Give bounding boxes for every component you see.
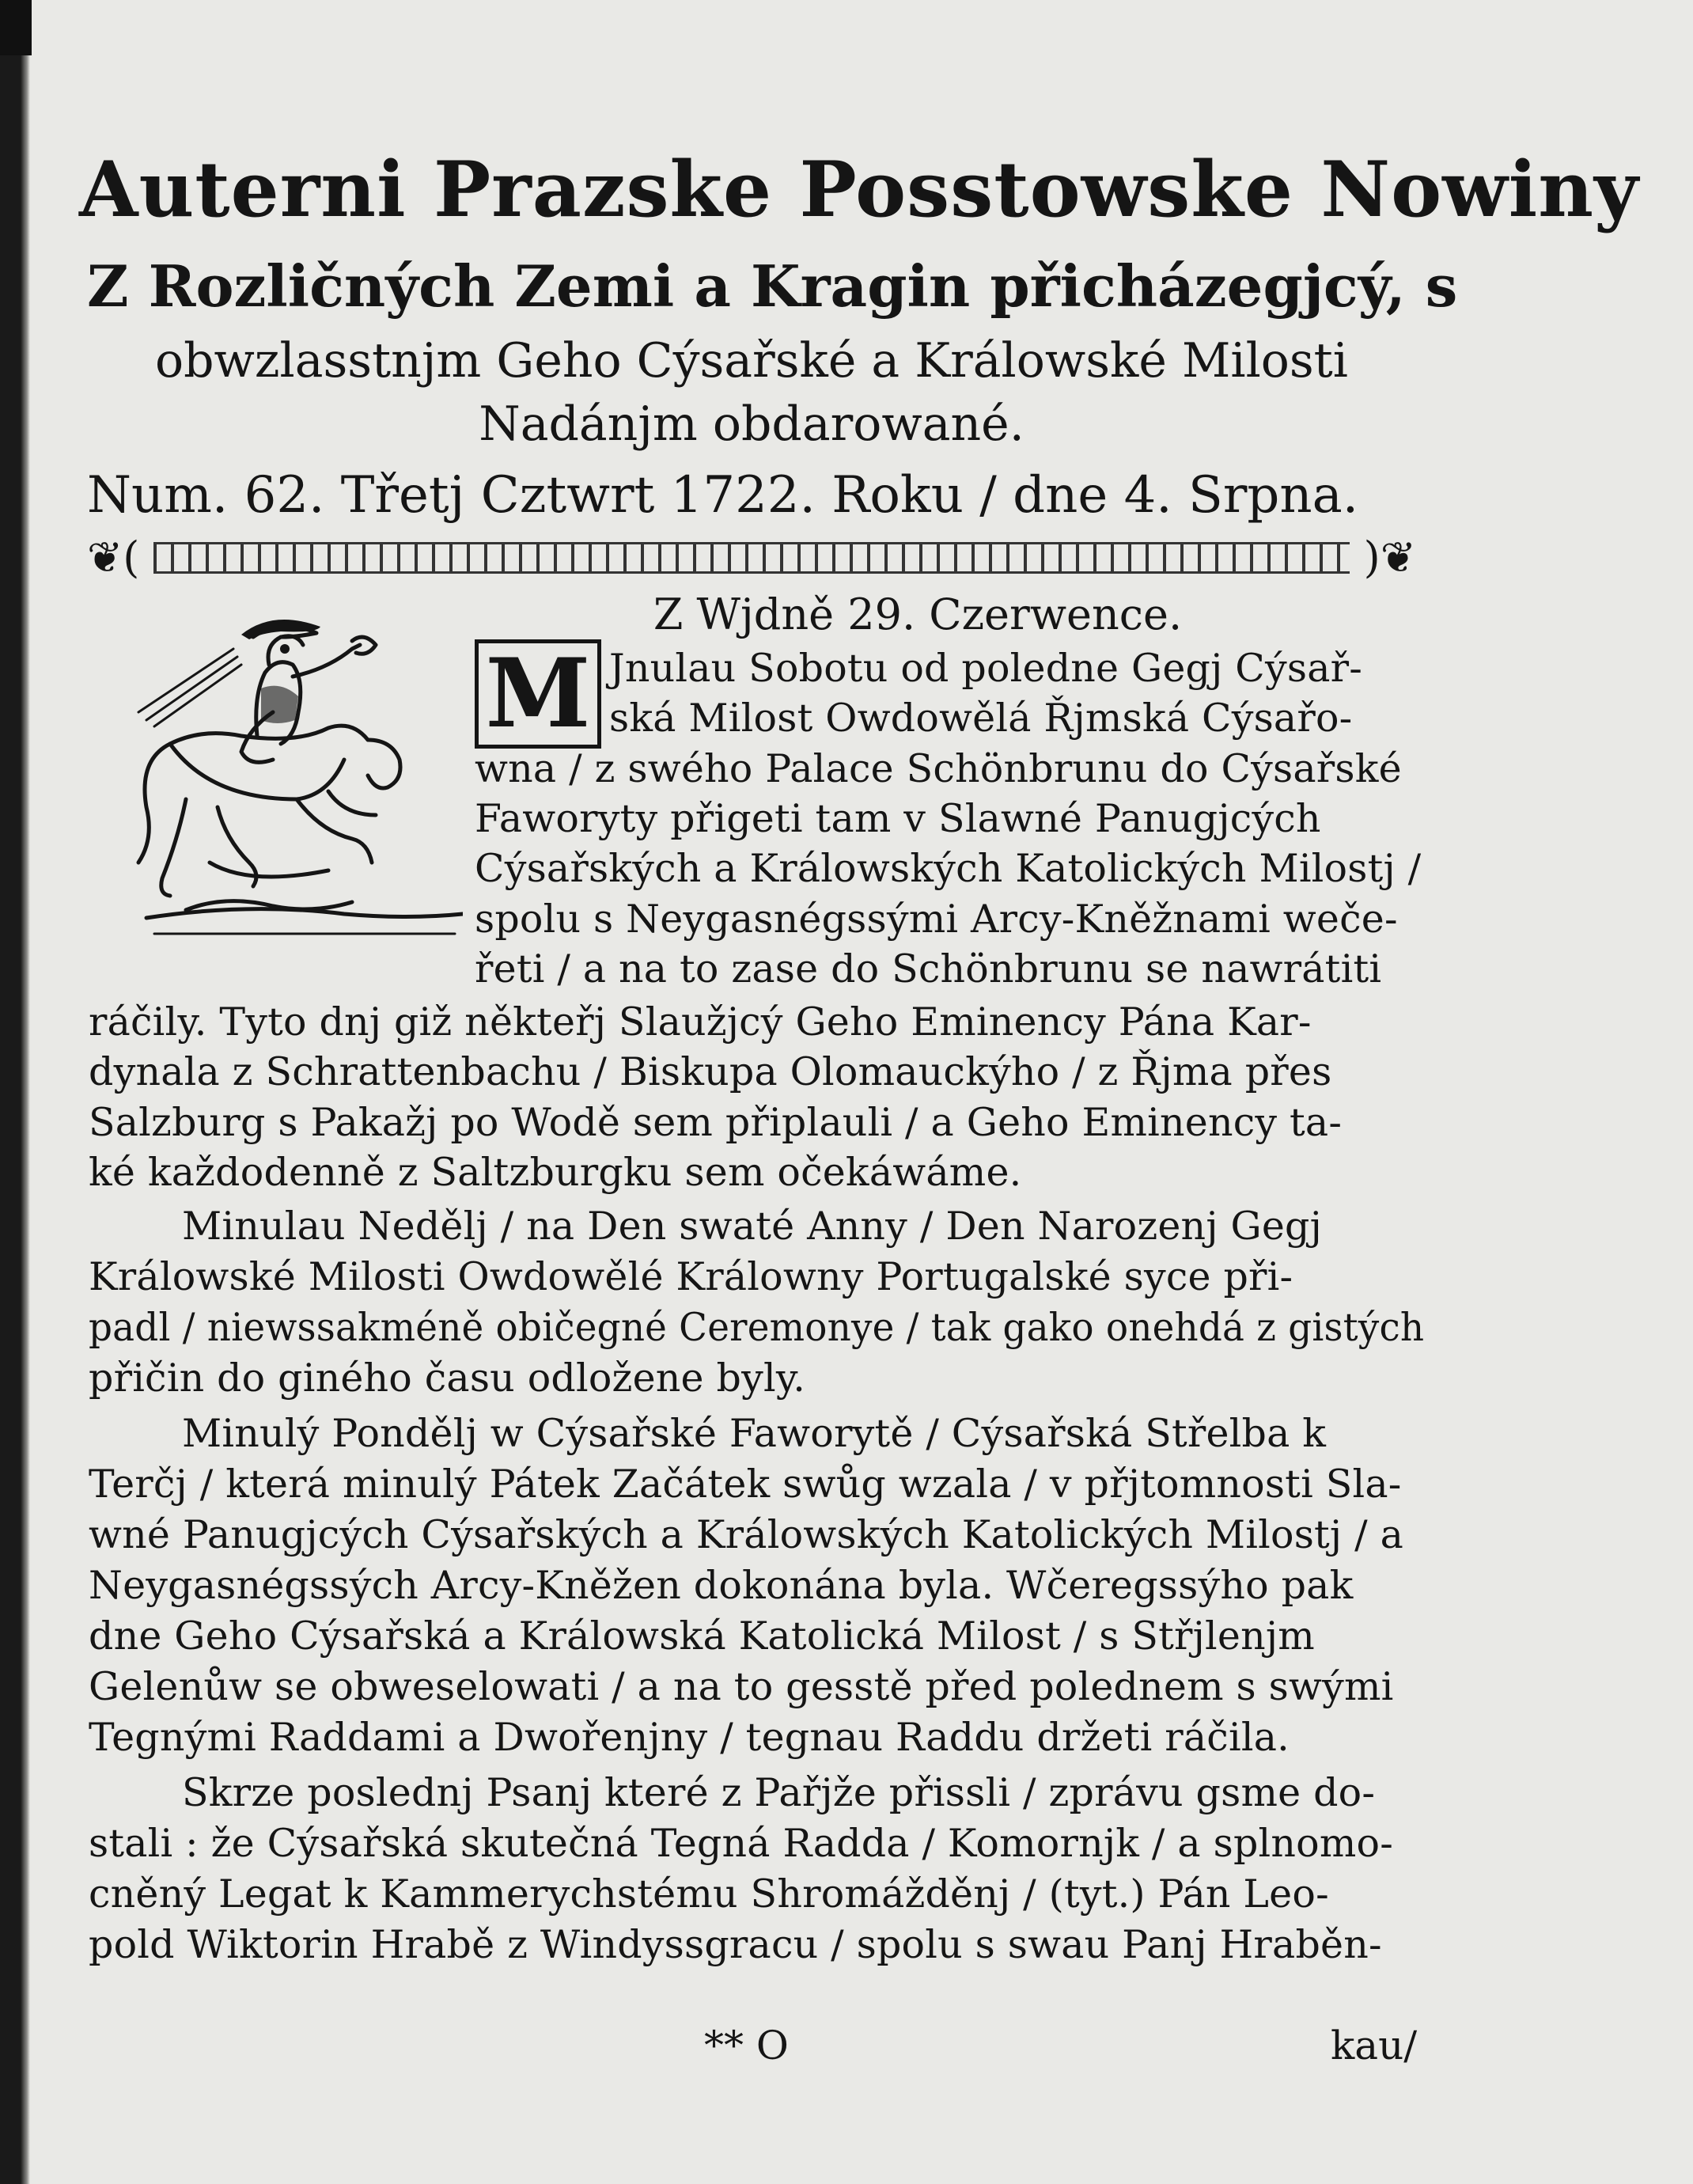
post-rider-woodcut-image [91,601,463,973]
text-line: Cýsařských a Králowských Katolických Milostj / [475,846,1422,891]
ornament-chain [153,542,1349,574]
text-line: Gelenůw se obweselowati / a na to gesstě před polednem s swými [89,1664,1394,1709]
catchword: kau/ [1331,2023,1418,2068]
text-line: Králowské Milosti Owdowělé Králowny Portugalské syce při- [89,1254,1293,1299]
text-line: Minulau Nedělj / na Den swaté Anny / Den Narozenj Gegj [182,1204,1322,1249]
text-line: Skrze poslednj Psanj které z Pařjže přissli / zprávu gsme do- [182,1770,1376,1815]
text-line: řeti / a na to zase do Schönbrunu se nawrátiti [475,946,1382,992]
masthead-title: Auterni Prazske Posstowske Nowiny [79,145,1639,234]
text-line: Neygasnégssých Arcy-Kněžen dokonána byla. Wčeregssýho pak [89,1563,1354,1608]
text-line: ská Milost Owdowělá Řjmská Cýsařo- [609,696,1353,741]
text-line: ráčily. Tyto dnj giž někteřj Slaužjcý Geho Eminency Pána Kar- [89,999,1312,1045]
spine-shadow [0,0,32,55]
masthead-subtitle-3: Nadánjm obdarowané. [479,396,1025,452]
signature-mark: ** O [704,2023,789,2068]
text-line: pold Wiktorin Hrabě z Windyssgracu / spolu s swau Panj Hraběn- [89,1922,1382,1967]
text-line: Tegnými Raddami a Dwořenjny / tegnau Raddu držeti ráčila. [89,1715,1290,1760]
text-line: Salzburg s Pakažj po Wodě sem připlauli / a Geho Eminency ta- [89,1100,1343,1145]
text-line: dynala z Schrattenbachu / Biskupa Olomauckýho / z Řjma přes [89,1049,1332,1094]
text-line: spolu s Neygasnégssými Arcy-Kněžnami wečе- [475,897,1398,942]
text-line: wné Panugjcých Cýsařských a Králowských Katolických Milostj / a [89,1512,1403,1557]
text-line: Faworyty přigeti tam v Slawné Panugjcých [475,796,1321,841]
ornament-rule [87,530,1416,586]
text-line: ké každodenně z Saltzburgku sem očekáwáme. [89,1150,1022,1195]
ornament-right: )❦ [1363,533,1416,582]
text-line: stali : že Cýsařská skutečná Tegná Radda / Komornjk / a splnomo- [89,1821,1393,1866]
dateline: Z Wjdně 29. Czerwence. [653,590,1183,639]
text-line: Terčj / která minulý Pátek Začátek swůg wzala / v přjtomnosti Sla- [89,1462,1402,1507]
text-line: wna / z swého Palace Schönbrunu do Cýsařské [475,746,1402,791]
text-line: Jnulau Sobotu od poledne Gegj Cýsař- [609,646,1363,691]
ornament-left: ❦( [87,533,140,582]
decorated-initial: M [475,639,601,749]
masthead-subtitle-2: obwzlasstnjm Geho Cýsařské a Králowské Milosti [155,333,1348,389]
masthead-subtitle-1: Z Rozličných Zemi a Kragin přicházegjcý, s [87,252,1458,320]
text-line: přičin do giného času odložene byly. [89,1356,805,1401]
text-line: padl / niewssakméně običegné Ceremonye / tak gako onehdá z gistých [89,1305,1425,1350]
issue-line: Num. 62. Třetj Cztwrt 1722. Roku / dne 4. Srpna. [87,466,1359,525]
text-line: dne Geho Cýsařská a Králowská Katolická Milost / s Střjlenjm [89,1613,1315,1659]
text-line: Minulý Pondělj w Cýsařské Faworytě / Cýsařská Střelba k [182,1411,1327,1456]
text-line: cněný Legat k Kammerychstému Shromážděnj / (tyt.) Pán Leo- [89,1871,1329,1917]
book-spine-edge [0,0,30,2184]
